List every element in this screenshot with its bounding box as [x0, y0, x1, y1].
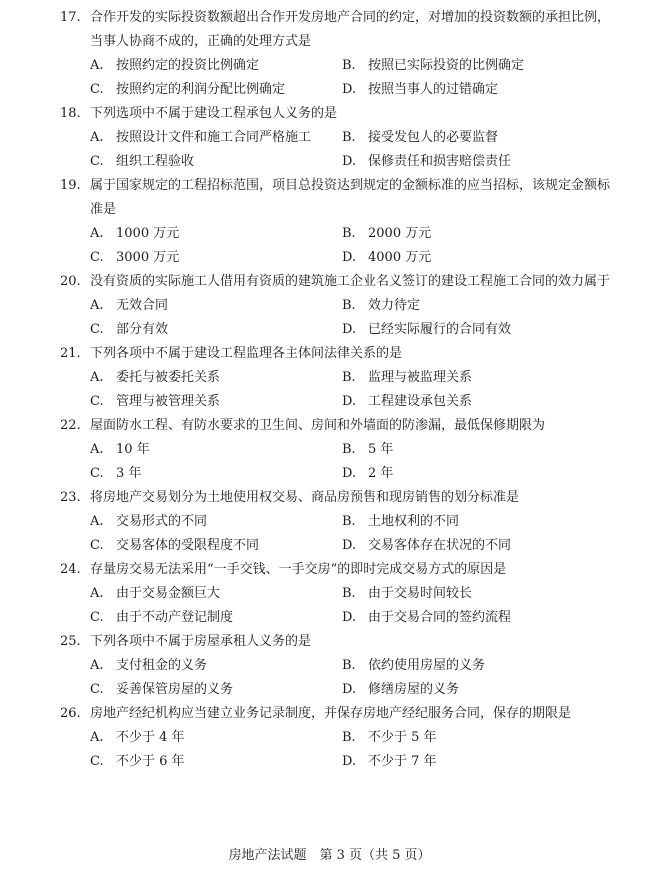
option-text: 10 年: [116, 442, 150, 457]
option-text: 按照已实际投资的比例确定: [368, 58, 525, 73]
option-letter: A.: [90, 58, 104, 73]
option-letter: A.: [90, 514, 104, 529]
option-item: [342, 654, 594, 678]
option-text: 交易形式的不同: [116, 514, 208, 529]
option-text: 4000 万元: [368, 250, 432, 265]
option-letter: A.: [90, 226, 104, 241]
page-footer: 房地产法试题 第 3 页（共 5 页）: [228, 848, 431, 863]
options-row: [90, 246, 659, 270]
options-grid: [0, 726, 659, 774]
option-text: 妥善保管房屋的义务: [116, 682, 234, 697]
option-text: 按照当事人的过错确定: [368, 82, 499, 97]
option-letter: B.: [342, 298, 356, 313]
option-letter: C.: [90, 154, 104, 169]
question-list: [0, 6, 659, 774]
options-row: [90, 126, 659, 150]
option-letter: C.: [90, 322, 104, 337]
question-stem: 将房地产交易划分为土地使用权交易、商品房预售和现房销售的划分标准是: [90, 490, 520, 505]
option-item: [342, 582, 594, 606]
option-text: 部分有效: [116, 322, 169, 337]
question-stem: 属于国家规定的工程招标范围，项目总投资达到规定的金额标准的应当招标，该规定金额标准是: [90, 178, 611, 217]
options-row: [90, 726, 659, 750]
option-item: [342, 438, 594, 462]
option-item: [90, 654, 342, 678]
question-number: 25.: [60, 634, 81, 649]
question-stem: 下列各项中不属于房屋承租人义务的是: [90, 634, 312, 649]
option-item: [90, 438, 342, 462]
option-letter: D.: [342, 322, 357, 337]
option-letter: C.: [90, 754, 104, 769]
option-text: 管理与被管理关系: [116, 394, 221, 409]
question-number: 18.: [60, 106, 81, 121]
option-letter: C.: [90, 682, 104, 697]
option-item: [90, 510, 342, 534]
question-stem-row: [0, 270, 659, 294]
option-text: 已经实际履行的合同有效: [368, 322, 512, 337]
option-item: [90, 78, 342, 102]
option-letter: D.: [342, 682, 357, 697]
option-item: [90, 678, 342, 702]
option-letter: C.: [90, 466, 104, 481]
option-letter: B.: [342, 226, 356, 241]
option-item: [90, 150, 342, 174]
option-item: [342, 366, 594, 390]
question-stem-row: [0, 630, 659, 654]
option-text: 效力待定: [368, 298, 421, 313]
question-number: 19.: [60, 178, 81, 193]
option-text: 由于交易合同的签约流程: [368, 610, 512, 625]
question-number: 20.: [60, 274, 81, 289]
option-item: [90, 726, 342, 750]
options-grid: [0, 126, 659, 174]
option-letter: A.: [90, 370, 104, 385]
options-row: [90, 750, 659, 774]
option-item: [342, 726, 594, 750]
options-row: [90, 678, 659, 702]
question-block: [0, 270, 659, 342]
option-text: 不少于 4 年: [116, 730, 185, 745]
exam-page: [0, 6, 659, 774]
option-item: [342, 246, 594, 270]
option-text: 5 年: [368, 442, 394, 457]
option-item: [90, 534, 342, 558]
option-letter: A.: [90, 442, 104, 457]
question-block: [0, 414, 659, 486]
options-row: [90, 510, 659, 534]
question-stem-row: [0, 102, 659, 126]
question-stem-row: [0, 414, 659, 438]
option-letter: C.: [90, 538, 104, 553]
option-letter: B.: [342, 586, 356, 601]
options-grid: [0, 654, 659, 702]
option-item: [342, 222, 594, 246]
option-item: [342, 54, 594, 78]
option-item: [342, 462, 594, 486]
question-block: [0, 174, 659, 270]
option-text: 委托与被委托关系: [116, 370, 221, 385]
option-text: 土地权利的不同: [368, 514, 460, 529]
question-stem-row: [0, 486, 659, 510]
options-row: [90, 222, 659, 246]
question-block: [0, 558, 659, 630]
option-item: [342, 150, 594, 174]
options-grid: [0, 438, 659, 486]
option-letter: A.: [90, 586, 104, 601]
options-row: [90, 150, 659, 174]
option-text: 依约使用房屋的义务: [368, 658, 486, 673]
option-letter: B.: [342, 130, 356, 145]
options-row: [90, 54, 659, 78]
option-letter: D.: [342, 154, 357, 169]
question-stem: 下列各项中不属于建设工程监理各主体间法律关系的是: [90, 346, 403, 361]
option-text: 交易客体存在状况的不同: [368, 538, 512, 553]
option-item: [342, 606, 594, 630]
option-letter: C.: [90, 610, 104, 625]
option-letter: D.: [342, 82, 357, 97]
options-row: [90, 318, 659, 342]
option-letter: B.: [342, 514, 356, 529]
option-item: [90, 390, 342, 414]
option-item: [90, 318, 342, 342]
options-grid: [0, 222, 659, 270]
options-row: [90, 654, 659, 678]
option-letter: A.: [90, 130, 104, 145]
option-text: 1000 万元: [116, 226, 180, 241]
option-item: [90, 750, 342, 774]
option-item: [342, 126, 594, 150]
question-number: 24.: [60, 562, 81, 577]
question-stem-row: [0, 702, 659, 726]
question-stem-row: [0, 174, 659, 222]
option-text: 由于交易时间较长: [368, 586, 473, 601]
option-item: [342, 78, 594, 102]
option-text: 2 年: [368, 466, 394, 481]
question-number: 17.: [60, 10, 81, 25]
option-item: [342, 678, 594, 702]
question-stem: 存量房交易无法采用“一手交钱、一手交房”的即时完成交易方式的原因是: [90, 562, 507, 577]
option-item: [342, 390, 594, 414]
option-text: 监理与被监理关系: [368, 370, 473, 385]
question-number: 26.: [60, 706, 81, 721]
question-stem: 下列选项中不属于建设工程承包人义务的是: [90, 106, 338, 121]
question-number: 22.: [60, 418, 81, 433]
option-text: 按照设计文件和施工合同严格施工: [116, 130, 312, 145]
option-text: 组织工程验收: [116, 154, 195, 169]
option-item: [342, 750, 594, 774]
option-item: [342, 318, 594, 342]
question-number: 23.: [60, 490, 81, 505]
question-block: [0, 486, 659, 558]
option-letter: B.: [342, 370, 356, 385]
option-text: 3000 万元: [116, 250, 180, 265]
option-letter: B.: [342, 730, 356, 745]
option-letter: A.: [90, 298, 104, 313]
options-row: [90, 462, 659, 486]
question-block: [0, 630, 659, 702]
option-item: [90, 246, 342, 270]
options-row: [90, 294, 659, 318]
question-block: [0, 702, 659, 774]
question-block: [0, 342, 659, 414]
option-letter: C.: [90, 250, 104, 265]
question-stem: 合作开发的实际投资数额超出合作开发房地产合同的约定，对增加的投资数额的承担比例，当事人协商不成的，正确的处理方式是: [90, 10, 611, 49]
option-text: 由于交易金额巨大: [116, 586, 221, 601]
option-text: 保修责任和损害赔偿责任: [368, 154, 512, 169]
option-text: 2000 万元: [368, 226, 432, 241]
option-item: [90, 606, 342, 630]
option-letter: A.: [90, 658, 104, 673]
question-stem: 没有资质的实际施工人借用有资质的建筑施工企业名义签订的建设工程施工合同的效力属于: [90, 274, 611, 289]
options-row: [90, 606, 659, 630]
option-text: 支付租金的义务: [116, 658, 208, 673]
option-item: [90, 366, 342, 390]
question-number: 21.: [60, 346, 81, 361]
option-text: 不少于 7 年: [368, 754, 437, 769]
option-item: [90, 54, 342, 78]
option-text: 按照约定的利润分配比例确定: [116, 82, 286, 97]
options-row: [90, 438, 659, 462]
option-text: 不少于 6 年: [116, 754, 185, 769]
option-item: [90, 582, 342, 606]
option-text: 按照约定的投资比例确定: [116, 58, 260, 73]
option-item: [342, 510, 594, 534]
option-text: 工程建设承包关系: [368, 394, 473, 409]
options-row: [90, 390, 659, 414]
question-stem-row: [0, 342, 659, 366]
option-letter: D.: [342, 538, 357, 553]
option-item: [90, 294, 342, 318]
options-grid: [0, 54, 659, 102]
options-row: [90, 366, 659, 390]
option-letter: C.: [90, 394, 104, 409]
option-text: 由于不动产登记制度: [116, 610, 234, 625]
option-text: 3 年: [116, 466, 142, 481]
option-letter: D.: [342, 754, 357, 769]
options-row: [90, 582, 659, 606]
options-row: [90, 534, 659, 558]
options-grid: [0, 366, 659, 414]
option-item: [90, 126, 342, 150]
question-block: [0, 6, 659, 102]
option-item: [90, 462, 342, 486]
option-text: 不少于 5 年: [368, 730, 437, 745]
option-letter: D.: [342, 610, 357, 625]
question-stem-row: [0, 558, 659, 582]
question-stem: 屋面防水工程、有防水要求的卫生间、房间和外墙面的防渗漏，最低保修期限为: [90, 418, 546, 433]
options-row: [90, 78, 659, 102]
option-letter: B.: [342, 58, 356, 73]
option-letter: D.: [342, 466, 357, 481]
question-block: [0, 102, 659, 174]
option-letter: D.: [342, 250, 357, 265]
options-grid: [0, 510, 659, 558]
option-letter: C.: [90, 82, 104, 97]
options-grid: [0, 294, 659, 342]
option-letter: D.: [342, 394, 357, 409]
option-letter: B.: [342, 442, 356, 457]
question-stem-row: [0, 6, 659, 54]
option-item: [342, 294, 594, 318]
option-text: 交易客体的受限程度不同: [116, 538, 260, 553]
option-letter: A.: [90, 730, 104, 745]
option-item: [90, 222, 342, 246]
option-item: [342, 534, 594, 558]
option-text: 无效合同: [116, 298, 169, 313]
question-stem: 房地产经纪机构应当建立业务记录制度，并保存房地产经纪服务合同，保存的期限是: [90, 706, 572, 721]
option-text: 接受发包人的必要监督: [368, 130, 499, 145]
options-grid: [0, 582, 659, 630]
option-letter: B.: [342, 658, 356, 673]
option-text: 修缮房屋的义务: [368, 682, 460, 697]
